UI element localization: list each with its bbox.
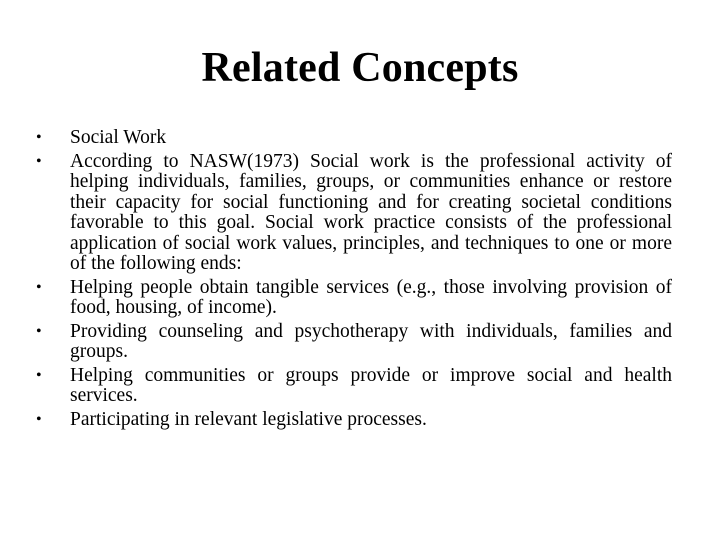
bullet-icon: •: [36, 366, 42, 384]
bullet-icon: •: [36, 410, 42, 428]
bullet-icon: •: [36, 322, 42, 340]
bullet-item-social-work: [36, 128, 672, 149]
bullet-icon: •: [36, 278, 42, 296]
bullet-text: Helping people obtain tangible services (e.g., those involving provision of food, housing, of income).: [70, 276, 672, 318]
bullet-text: Social Work: [70, 127, 167, 148]
slide-title: Related Concepts: [201, 45, 519, 91]
bullet-text: Providing counseling and psychotherapy with individuals, families and groups.: [70, 320, 672, 362]
bullet-item-nasw-definition: [36, 152, 672, 275]
bullet-item-counseling: [36, 322, 672, 363]
bullet-icon: •: [36, 129, 42, 146]
bullet-item-tangible-services: [36, 278, 672, 319]
bullet-list: [36, 128, 672, 433]
bullet-text: Helping communities or groups provide or improve social and health services.: [70, 364, 672, 406]
bullet-icon: •: [36, 152, 42, 170]
bullet-item-legislative: [36, 410, 672, 431]
bullet-text: Participating in relevant legislative processes.: [70, 408, 427, 430]
bullet-item-communities: [36, 366, 672, 407]
bullet-text: According to NASW(1973) Social work is the professional activity of helping individuals, families, groups, or communities enhance or restore their capacity for social functioning and for creating societal conditions favorable to this goal. Social work practice consists of the professional application of social work values, principles, and techniques to one or more of the following ends:: [70, 150, 672, 274]
